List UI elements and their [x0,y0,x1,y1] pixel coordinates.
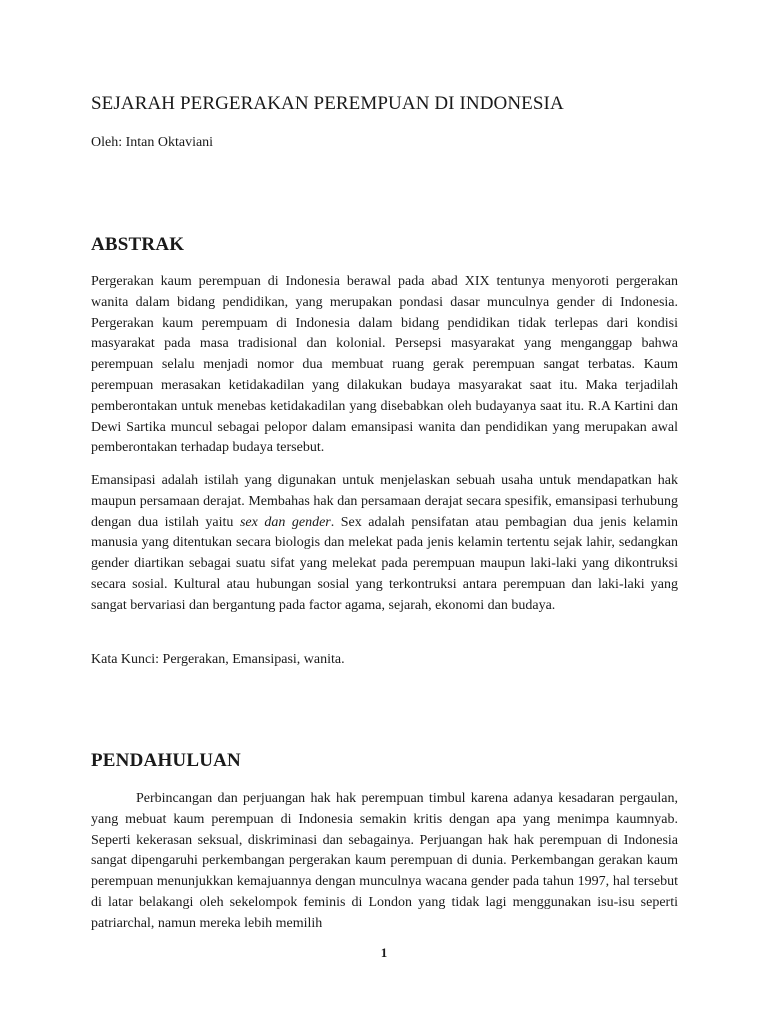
abstract-paragraph-2-text-a: Emansipasi adalah istilah yang digunakan untuk menjelaskan sebuah usaha untuk mendapatkan hak maupun persamaan derajat. Membahas hak dan persamaan derajat secara spesifik, emansipasi terhubung dengan dua istilah yaitu [91,473,678,530]
abstract-paragraph-1: Pergerakan kaum perempuan di Indonesia berawal pada abad XIX tentunya menyoroti pergerakan wanita dalam bidang pendidikan, yang merupakan pondasi dasar munculnya gender di Indonesia. Pergerakan kaum perempuam di Indonesia dalam bidang pendidikan tidak terlepas dari kondisi masyarakat pada masa tradisional dan kolonial. Persepsi masyarakat yang menganggap bahwa perempuan selalu menjadi nomor dua membuat ruang gerak perempuan sangat terbatas. Kaum perempuan merasakan ketidakadilan yang dilakukan budaya masyarakat saat itu. Maka terjadilah pemberontakan untuk menebas ketidakadilan yang disebabkan oleh budayanya saat itu. R.A Kartini dan Dewi Sartika muncul sebagai pelopor dalam emansipasi wanita dan pendidikan yang merupakan awal pemberontakan terhadap budaya tersebut. [91,274,678,456]
abstract-paragraph-2-text-b: . Sex adalah pensifatan atau pembagian dua jenis kelamin manusia yang ditentukan secara biologis dan melekat pada jenis kelamin tertentu sejak lahir, sedangkan gender diartikan sebagai suatu sifat yang melekat pada perempuan maupun laki-laki yang dikontruksi secara sosial. Kultural atau hubungan sosial yang terkontruksi antara perempuan dan laki-laki yang sangat bervariasi dan bergantung pada factor agama, sejarah, ekonomi dan budaya. [91,514,678,613]
abstract-paragraph-2 [91,471,678,617]
page-number: 1 [380,945,388,960]
document-title: SEJARAH PERGERAKAN PEREMPUAN DI INDONESIA [91,93,564,114]
introduction-paragraph-1: Perbincangan dan perjuangan hak hak perempuan timbul karena adanya kesadaran pergaulan, yang mebuat kaum perempuan di Indonesia semakin kritis dengan apa yang menimpa kaumnyab. Seperti kekerasan seksual, diskriminasi dan sebagainya. Perjuangan hak hak perempuan di Indonesia sangat dipengaruhi perkembangan pergerakan kaum perempuan di dunia. Perkembangan gerakan kaum perempuan menunjukkan kemajuannya dengan munculnya wacana gender pada tahun 1997, hal tersebut di latar belakangi oleh sekelompok feminis di London yang tidak lagi menggunakan isu-isu seperti patriarchal, namun mereka lebih memilih [91,791,678,931]
abstract-heading: ABSTRAK [91,234,185,255]
introduction-heading: PENDAHULUAN [91,750,241,771]
author-line: Oleh: Intan Oktaviani [91,135,214,150]
abstract-paragraph-2-italic-terms: sex dan gender [239,514,331,530]
keywords-line: Kata Kunci: Pergerakan, Emansipasi, wanita. [91,652,345,667]
